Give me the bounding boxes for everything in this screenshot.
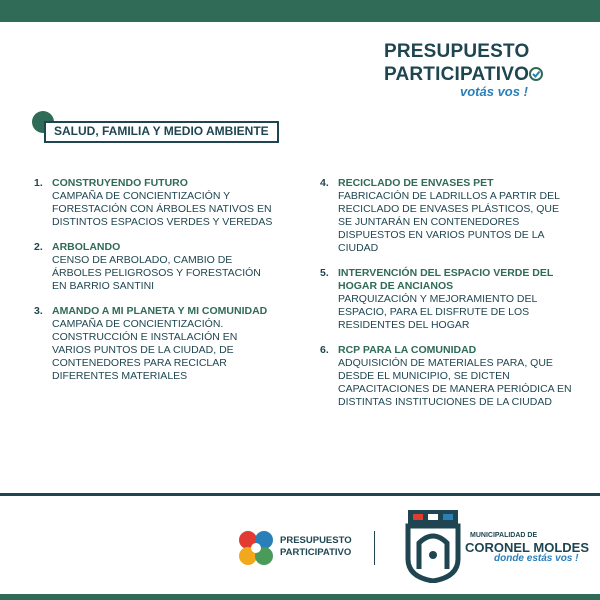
project-number: 3.: [34, 305, 43, 317]
brand-logo: [384, 40, 544, 99]
project-description: PARQUIZACIÓN Y MEJORAMIENTO DEL ESPACIO, PARA EL DISFRUTE DE LOS RESIDENTES DEL HOGAR: [338, 293, 537, 331]
brand-line-1: PRESUPUESTO: [384, 41, 530, 62]
project-number: 2.: [34, 241, 43, 253]
bottom-band: [0, 594, 600, 600]
municipality-tagline: donde estás vos !: [494, 553, 579, 564]
participatory-budget-logo-icon: [238, 530, 274, 566]
project-number: 1.: [34, 177, 43, 189]
project-item: [34, 305, 274, 383]
projects-left-column: [34, 177, 274, 395]
project-description: CAMPAÑA DE CONCIENTIZACIÓN Y FORESTACIÓN CON ÁRBOLES NATIVOS EN DISTINTOS ESPACIOS VERDES Y VEREDAS: [52, 190, 273, 228]
project-number: 4.: [320, 177, 329, 189]
project-title: RCP PARA LA COMUNIDAD: [338, 344, 477, 356]
project-description: CENSO DE ARBOLADO, CAMBIO DE ÁRBOLES PELIGROSOS Y FORESTACIÓN EN BARRIO SANTINI: [52, 254, 261, 292]
project-item: [34, 241, 274, 293]
project-title: AMANDO A MI PLANETA Y MI COMUNIDAD: [52, 305, 268, 317]
project-description: ADQUISICIÓN DE MATERIALES PARA, QUE DESDE EL MUNICIPIO, SE DICTEN CAPACITACIONES DE MANERA PERIÓDICA EN DISTINTAS INSTITUCIONES DE LA CIUDAD: [338, 357, 572, 408]
footer-brand-line-2: PARTICIPATIVO: [280, 547, 352, 558]
projects-right-column: [320, 177, 575, 421]
project-title: INTERVENCIÓN DEL ESPACIO VERDE DEL HOGAR DE ANCIANOS: [338, 267, 554, 292]
project-item: [320, 344, 575, 409]
municipal-shield-icon: [405, 507, 461, 583]
brand-tagline: votás vos !: [460, 84, 528, 99]
project-title: ARBOLANDO: [52, 241, 121, 253]
project-title: CONSTRUYENDO FUTURO: [52, 177, 188, 189]
project-item: [320, 177, 575, 255]
check-icon: [529, 67, 543, 81]
footer-brand-text: [280, 535, 352, 559]
project-item: [34, 177, 274, 229]
municipality-name: CORONEL MOLDES: [465, 540, 589, 555]
footer-brand-line-1: PRESUPUESTO: [280, 535, 352, 546]
footer-divider: [0, 493, 600, 496]
top-band: [0, 0, 600, 22]
category-label: SALUD, FAMILIA Y MEDIO AMBIENTE: [54, 124, 269, 138]
project-description: FABRICACIÓN DE LADRILLOS A PARTIR DEL RECICLADO DE ENVASES PLÁSTICOS, QUE SE JUNTARÁN EN CONTENEDORES DISPUESTOS EN VARIOS PUNTOS DE LA CIUDAD: [338, 190, 560, 254]
project-description: CAMPAÑA DE CONCIENTIZACIÓN. CONSTRUCCIÓN E INSTALACIÓN EN VARIOS PUNTOS DE LA CIUDAD, DE CONTENEDORES PARA RECICLAR DIFERENTES MATERIALES: [52, 318, 238, 382]
project-title: RECICLADO DE ENVASES PET: [338, 177, 494, 189]
brand-line-2: PARTICIPATIVO: [384, 64, 530, 85]
project-number: 5.: [320, 267, 329, 279]
footer-separator: [374, 531, 375, 565]
project-number: 6.: [320, 344, 329, 356]
project-item: [320, 267, 575, 332]
municipality-label: MUNICIPALIDAD DE: [470, 532, 538, 539]
